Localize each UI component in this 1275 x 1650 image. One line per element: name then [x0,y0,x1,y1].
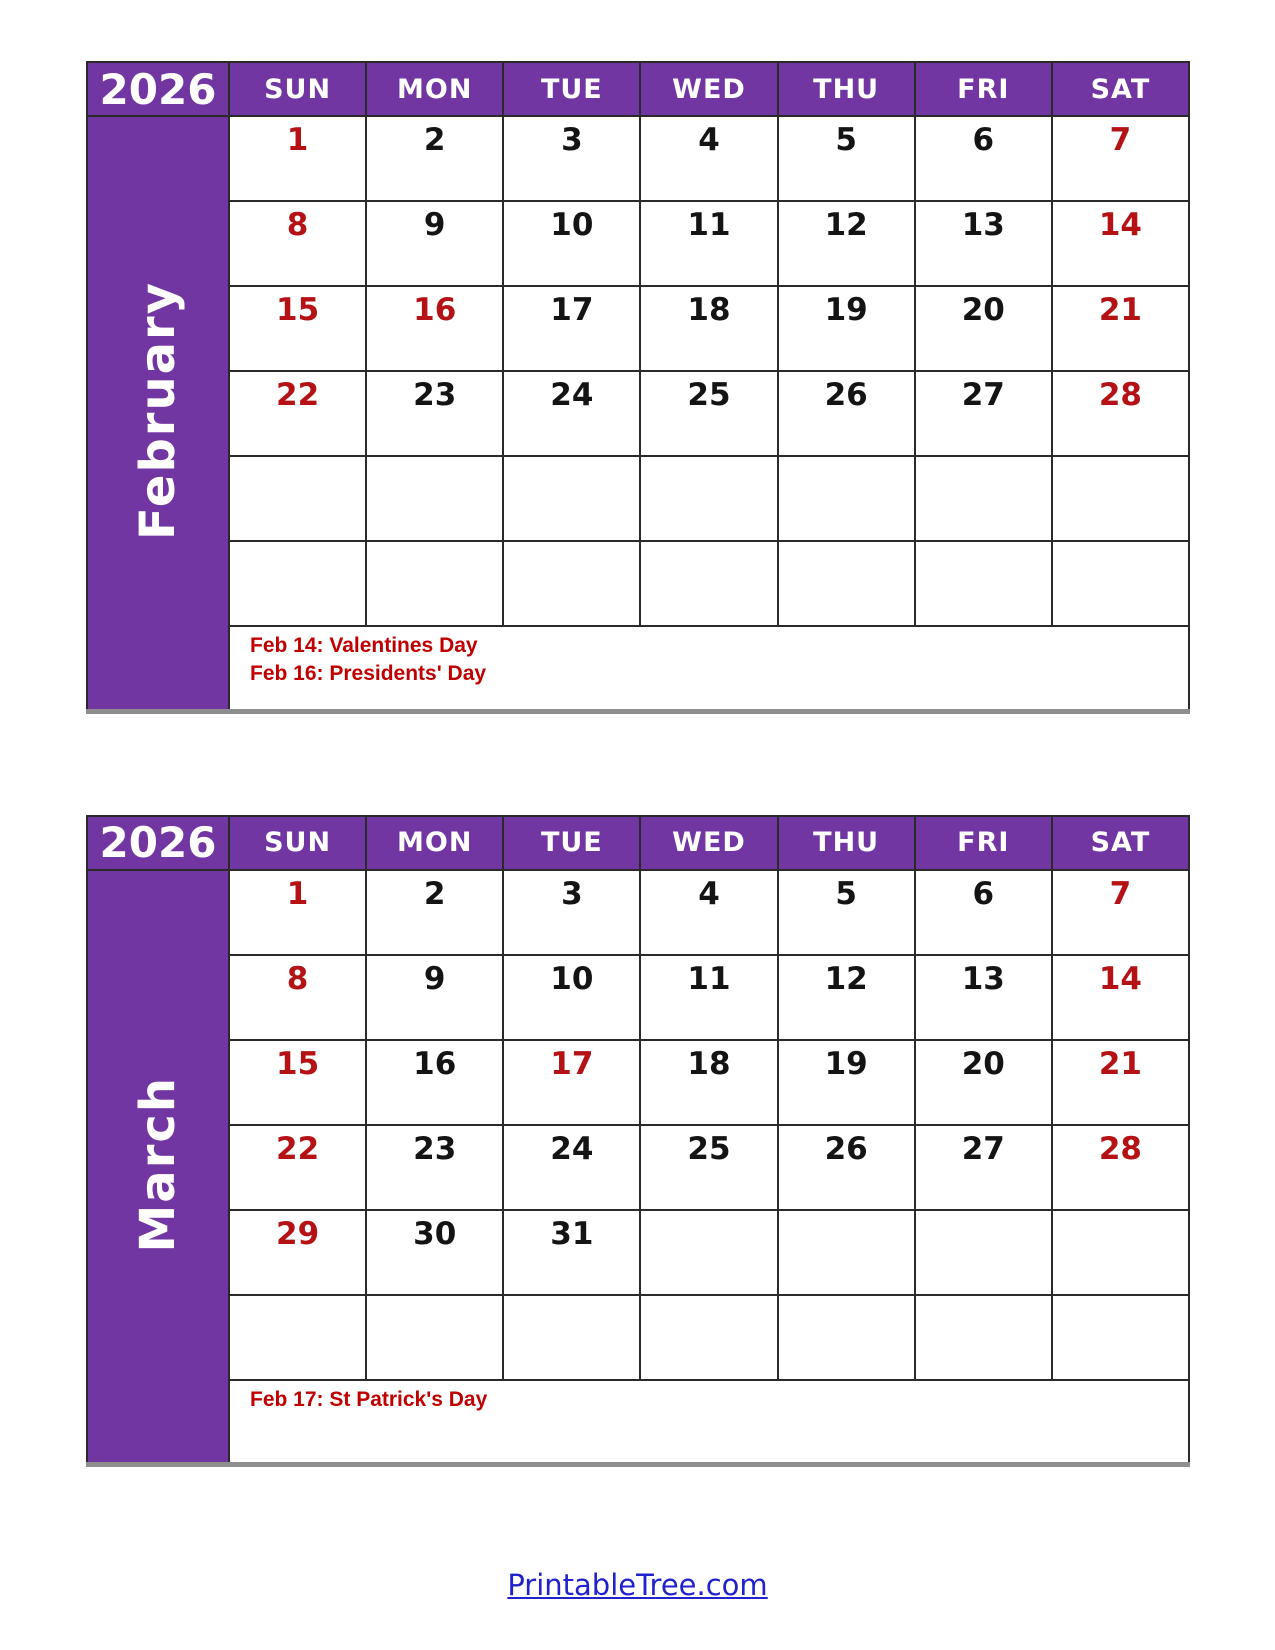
day-cell: 22 [229,1125,366,1210]
day-cell: 25 [640,371,777,456]
empty-day-cell [915,541,1052,626]
month-name: March [130,1076,186,1253]
weekday-header-wed: WED [640,62,777,116]
empty-day-cell [503,541,640,626]
day-cell: 23 [366,1125,503,1210]
march-header-row [87,816,1189,870]
empty-day-cell [366,456,503,541]
week-row [87,870,1189,955]
day-cell: 13 [915,201,1052,286]
day-cell: 4 [640,116,777,201]
weekday-header-sat: SAT [1052,816,1189,870]
empty-day-cell [366,1295,503,1380]
day-cell: 12 [778,955,915,1040]
week-row [87,456,1189,541]
month-sidebar [87,116,229,711]
weekday-header-tue: TUE [503,62,640,116]
week-row [87,541,1189,626]
day-cell: 7 [1052,870,1189,955]
weekday-header-mon: MON [366,816,503,870]
day-cell: 6 [915,870,1052,955]
year-label: 2026 [87,816,229,870]
weekday-header-tue: TUE [503,816,640,870]
holiday-notes [229,626,1189,711]
day-cell: 8 [229,201,366,286]
holiday-row [87,626,1189,711]
empty-day-cell [640,1210,777,1295]
holiday-notes [229,1380,1189,1465]
day-cell: 5 [778,116,915,201]
empty-day-cell [778,456,915,541]
empty-day-cell [1052,456,1189,541]
weekday-header-fri: FRI [915,816,1052,870]
day-cell: 18 [640,286,777,371]
empty-day-cell [778,541,915,626]
day-cell: 24 [503,371,640,456]
week-row [87,1125,1189,1210]
holiday-note: Feb 14: Valentines Day [250,634,478,657]
day-cell: 26 [778,1125,915,1210]
weekday-header-sun: SUN [229,816,366,870]
day-cell: 16 [366,286,503,371]
day-cell: 11 [640,955,777,1040]
day-cell: 14 [1052,201,1189,286]
day-cell: 23 [366,371,503,456]
holiday-row [87,1380,1189,1465]
day-cell: 18 [640,1040,777,1125]
day-cell: 31 [503,1210,640,1295]
day-cell: 13 [915,955,1052,1040]
day-cell: 21 [1052,286,1189,371]
footer [0,1568,1275,1602]
day-cell: 7 [1052,116,1189,201]
holiday-note: Feb 17: St Patrick's Day [250,1387,488,1411]
february-calendar [86,61,1190,714]
empty-day-cell [640,456,777,541]
day-cell: 30 [366,1210,503,1295]
empty-day-cell [229,456,366,541]
empty-day-cell [778,1210,915,1295]
empty-day-cell [503,1295,640,1380]
day-cell: 14 [1052,955,1189,1040]
day-cell: 28 [1052,1125,1189,1210]
empty-day-cell [1052,1295,1189,1380]
empty-day-cell [1052,541,1189,626]
week-row [87,1210,1189,1295]
empty-day-cell [503,456,640,541]
weekday-header-mon: MON [366,62,503,116]
week-row [87,371,1189,456]
week-row [87,116,1189,201]
day-cell: 3 [503,870,640,955]
day-cell: 5 [778,870,915,955]
day-cell: 25 [640,1125,777,1210]
day-cell: 2 [366,870,503,955]
year-label: 2026 [87,62,229,116]
weekday-header-fri: FRI [915,62,1052,116]
day-cell: 17 [503,286,640,371]
february-header-row [87,62,1189,116]
day-cell: 6 [915,116,1052,201]
empty-day-cell [778,1295,915,1380]
week-row [87,1295,1189,1380]
day-cell: 28 [1052,371,1189,456]
day-cell: 1 [229,870,366,955]
empty-day-cell [915,1210,1052,1295]
empty-day-cell [366,541,503,626]
week-row [87,201,1189,286]
day-cell: 15 [229,286,366,371]
day-cell: 19 [778,1040,915,1125]
day-cell: 16 [366,1040,503,1125]
printabletree-link[interactable]: PrintableTree.com [507,1568,768,1602]
march-calendar [86,815,1190,1468]
week-row [87,955,1189,1040]
day-cell: 20 [915,286,1052,371]
weekday-header-wed: WED [640,816,777,870]
weekday-header-thu: THU [778,62,915,116]
day-cell: 24 [503,1125,640,1210]
empty-day-cell [229,541,366,626]
empty-day-cell [229,1295,366,1380]
day-cell: 21 [1052,1040,1189,1125]
empty-day-cell [915,456,1052,541]
day-cell: 22 [229,371,366,456]
day-cell: 15 [229,1040,366,1125]
weekday-header-sun: SUN [229,62,366,116]
day-cell: 19 [778,286,915,371]
day-cell: 27 [915,1125,1052,1210]
day-cell: 17 [503,1040,640,1125]
day-cell: 12 [778,201,915,286]
day-cell: 9 [366,201,503,286]
day-cell: 26 [778,371,915,456]
day-cell: 1 [229,116,366,201]
day-cell: 3 [503,116,640,201]
week-row [87,286,1189,371]
weekday-header-sat: SAT [1052,62,1189,116]
day-cell: 11 [640,201,777,286]
month-sidebar [87,870,229,1465]
empty-day-cell [915,1295,1052,1380]
empty-day-cell [640,1295,777,1380]
holiday-note: Feb 16: Presidents' Day [250,662,487,685]
day-cell: 9 [366,955,503,1040]
day-cell: 20 [915,1040,1052,1125]
week-row [87,1040,1189,1125]
weekday-header-thu: THU [778,816,915,870]
day-cell: 10 [503,201,640,286]
day-cell: 10 [503,955,640,1040]
day-cell: 2 [366,116,503,201]
day-cell: 4 [640,870,777,955]
empty-day-cell [1052,1210,1189,1295]
empty-day-cell [640,541,777,626]
month-name: February [130,281,186,541]
day-cell: 27 [915,371,1052,456]
day-cell: 29 [229,1210,366,1295]
day-cell: 8 [229,955,366,1040]
